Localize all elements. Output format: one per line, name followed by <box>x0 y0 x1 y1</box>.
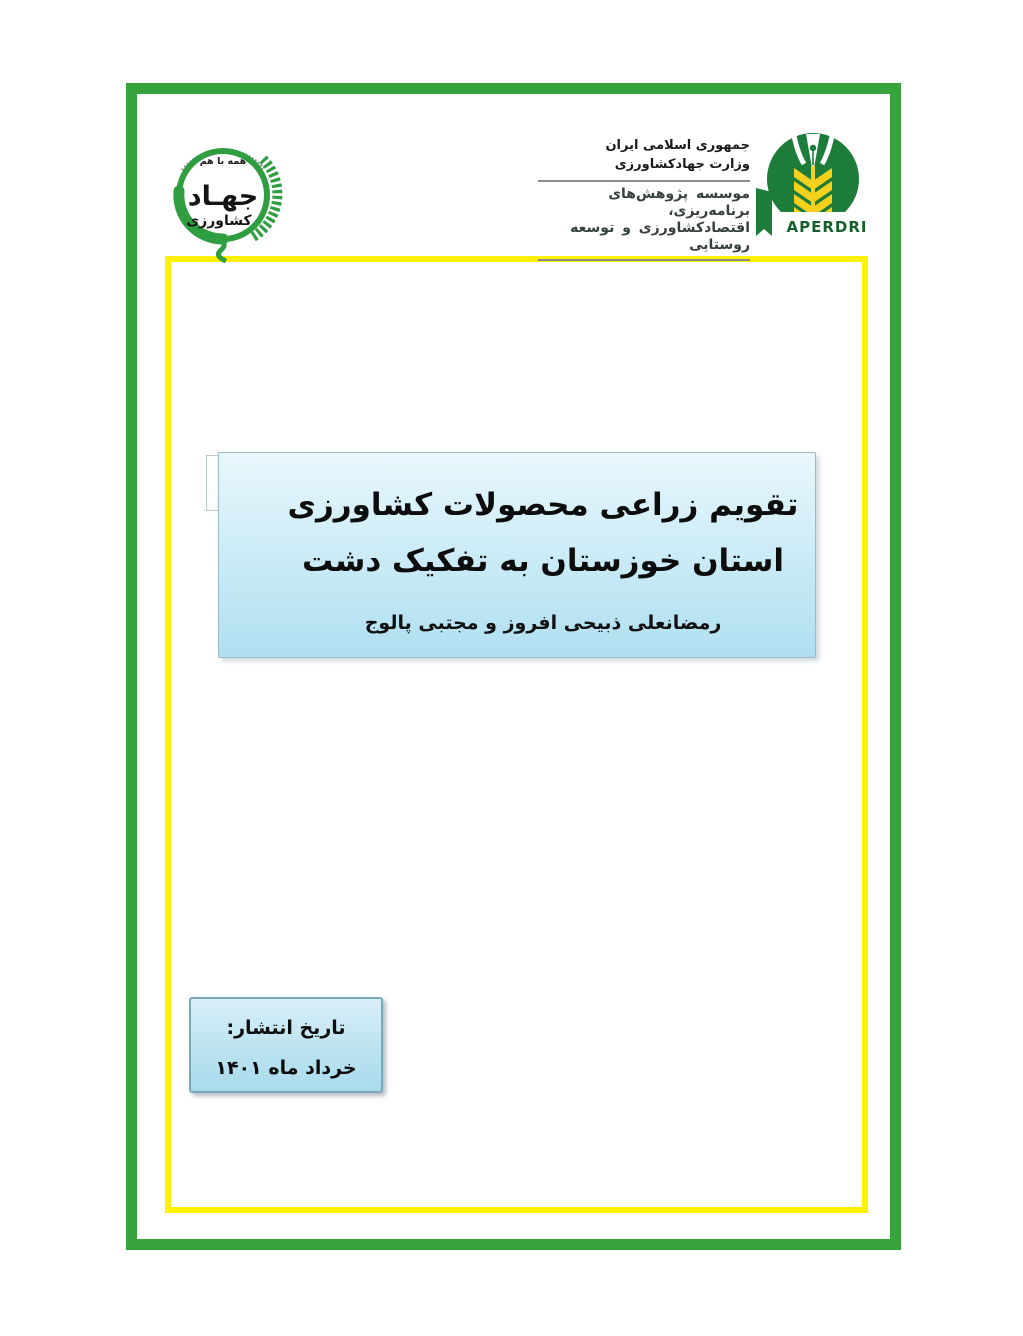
aperdri-logo <box>750 128 878 246</box>
book-title-line-2: استان خوزستان به تفکیک دشت <box>302 543 784 579</box>
ministry-line: وزارت جهادکشاورزی <box>614 157 750 172</box>
jihad-logo-top-text: همه با هم <box>199 156 247 167</box>
aperdri-label: APERDRI <box>786 218 868 236</box>
institute-line-2: اقتصادکشاورزی و توسعه روستایی <box>570 220 750 253</box>
publication-date-label: تاریخ انتشار: <box>226 1017 346 1039</box>
jihad-logo-main-text: جهـاد <box>187 181 259 212</box>
authors-line: رمضانعلی ذبیحی افروز و مجتبی پالوج <box>364 612 722 634</box>
country-line: جمهوری اسلامی ایران <box>605 138 750 153</box>
jihad-logo-sub-text: کشاورزی <box>186 213 252 229</box>
title-box <box>218 452 816 658</box>
institute-line-1: موسسه پژوهش‌های برنامه‌ریزی، <box>608 186 750 219</box>
publication-date-box <box>189 997 383 1093</box>
jihad-agriculture-logo <box>153 121 301 263</box>
publication-date-value: خرداد ماه ۱۴۰۱ <box>215 1057 357 1079</box>
book-title-line-1: تقویم زراعی محصولات کشاورزی <box>287 487 799 523</box>
aperdri-ribbon <box>756 188 772 236</box>
ministry-header-block <box>538 136 750 261</box>
institute-block <box>538 180 750 261</box>
pen-nib-hole <box>810 145 816 151</box>
